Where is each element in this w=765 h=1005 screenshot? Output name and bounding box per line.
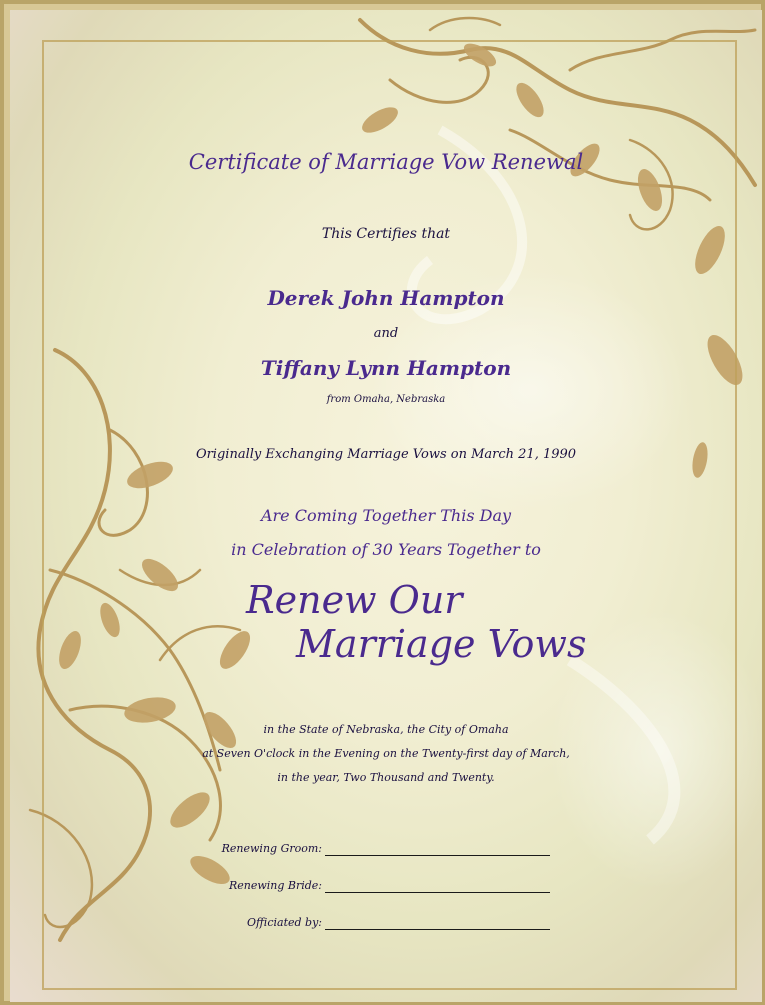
and-text: and — [373, 326, 399, 341]
coming-together-text: Are Coming Together This Day — [260, 506, 512, 525]
bride-signature-line[interactable] — [325, 892, 550, 893]
celebration-text: in Celebration of 30 Years Together to — [231, 540, 541, 559]
year-line: in the year, Two Thousand and Twenty. — [277, 771, 495, 784]
officiant-signature-line[interactable] — [325, 929, 550, 930]
groom-name: Derek John Hampton — [267, 286, 505, 310]
renew-heading-line2: Marriage Vows — [296, 622, 587, 666]
certificate-title: Certificate of Marriage Vow Renewal — [188, 150, 584, 174]
certificate-paper — [10, 10, 762, 1002]
location-text: from Omaha, Nebraska — [326, 394, 446, 405]
original-date-text: Originally Exchanging Marriage Vows on March 21, 1990 — [195, 447, 577, 462]
officiant-signature-label: Officiated by: — [247, 916, 322, 929]
bride-name: Tiffany Lynn Hampton — [260, 356, 512, 380]
renew-heading-line1: Renew Our — [246, 578, 463, 622]
groom-signature-label: Renewing Groom: — [221, 842, 322, 855]
bride-signature-label: Renewing Bride: — [228, 879, 322, 892]
place-line: in the State of Nebraska, the City of Omaha — [263, 723, 509, 736]
groom-signature-line[interactable] — [325, 855, 550, 856]
certifies-text: This Certifies that — [321, 226, 451, 242]
time-line: at Seven O'clock in the Evening on the Twenty-first day of March, — [202, 747, 570, 760]
